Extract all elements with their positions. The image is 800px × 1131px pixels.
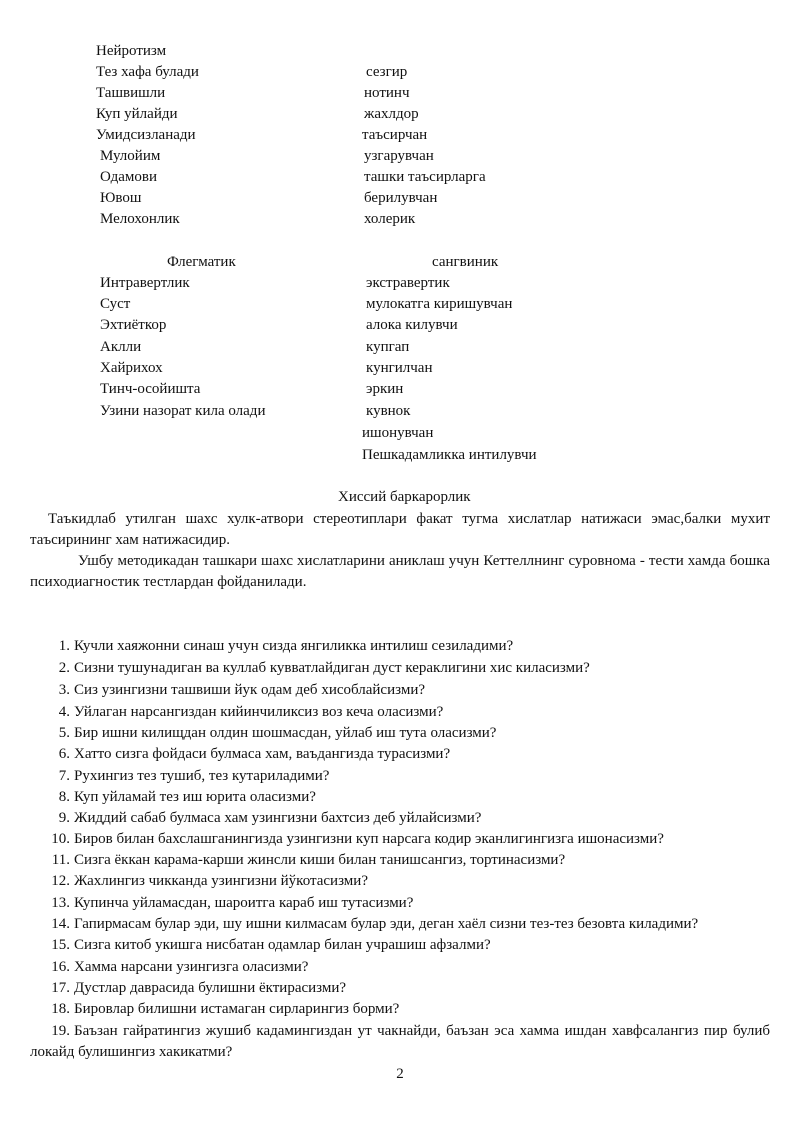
list-item: Пешкадамликка интилувчи: [362, 447, 537, 463]
question-item: [30, 999, 770, 1020]
list-item: кунгилчан: [366, 360, 433, 376]
list-item: Эхтиёткор: [100, 317, 167, 333]
question-number: 16.: [51, 959, 70, 975]
question-number: 6.: [58, 746, 70, 762]
page-number: 2: [396, 1066, 404, 1082]
question-number: 18.: [51, 1001, 70, 1017]
question-item: [30, 850, 770, 871]
list-item: сезгир: [366, 64, 408, 80]
question-number: 3.: [58, 682, 70, 698]
question-text: Куп уйламай тез иш юрита оласизми?: [74, 789, 316, 805]
paragraph: Таъкидлаб утилган шахс хулк-атвори стереотиплари факат тугма хислатлар натижаси эмас,балки мухит таъсирининг хам натижасидир.: [30, 511, 770, 548]
list-item: Суст: [100, 296, 131, 312]
question-number: 7.: [58, 768, 70, 784]
list-item: жахлдор: [364, 106, 419, 122]
list-item: ташки таъсирларга: [364, 169, 486, 185]
list-item: алока килувчи: [366, 317, 458, 333]
question-text: Биров билан бахслашганингизда узингизни куп нарсага кодир эканлигингизга ишонасизми?: [74, 831, 664, 847]
list-item: холерик: [364, 211, 416, 227]
question-text: Хамма нарсани узингизга оласизми?: [74, 959, 309, 975]
question-number: 15.: [51, 937, 70, 953]
question-number: 14.: [51, 916, 70, 932]
question-text: Рухингиз тез тушиб, тез кутариладими?: [74, 768, 330, 784]
question-item: [30, 978, 770, 999]
list-item: Ташвишли: [96, 85, 166, 101]
question-item: [30, 658, 770, 679]
list-item: Ювош: [100, 190, 142, 206]
question-number: 8.: [58, 789, 70, 805]
question-text: Сиз узингизни ташвиши йук одам деб хисоблайсизми?: [74, 682, 426, 698]
list-item: Мелохонлик: [100, 211, 180, 227]
question-text: Сизга китоб укишга нисбатан одамлар билан учрашиш афзалми?: [74, 937, 491, 953]
question-item: [30, 914, 770, 935]
question-item: [30, 766, 770, 787]
question-number: 9.: [58, 810, 70, 826]
neuroticism-heading: Нейротизм: [96, 43, 167, 59]
phlegmatic-heading: Флегматик: [167, 254, 236, 270]
question-number: 17.: [51, 980, 70, 996]
question-item: [30, 893, 770, 914]
list-item: Тез хафа булади: [96, 64, 199, 80]
list-item: Интравертлик: [100, 275, 190, 291]
question-item: [30, 871, 770, 892]
question-text: Бировлар билишни истамаган сирларингиз борми?: [74, 1001, 400, 1017]
question-text: Бир ишни килищдан олдин шошмасдан, уйлаб иш тута оласизми?: [74, 725, 497, 741]
question-number: 2.: [58, 660, 70, 676]
list-item: Тинч-осойишта: [100, 381, 201, 397]
paragraph: Ушбу методикадан ташкари шахс хислатларини аниклаш учун Кеттеллнинг суровнома - тести хамда бошка психодиагностик тестлардан фойданилади.: [30, 553, 770, 590]
list-item: экстравертик: [366, 275, 450, 291]
question-item: [30, 829, 770, 850]
question-text: Гапирмасам булар эди, шу ишни килмасам булар эди, деган хаёл сизни тез-тез безовта киладими?: [74, 916, 699, 932]
question-item: [30, 744, 770, 765]
list-item: Мулойим: [100, 148, 161, 164]
question-number: 1.: [58, 638, 70, 654]
list-item: кувнок: [366, 403, 411, 419]
question-number: 10.: [51, 831, 70, 847]
section-title: Хиссий баркарорлик: [338, 489, 471, 505]
question-text: Жахлингиз чикканда узингизни йўкотасизми?: [74, 873, 368, 889]
question-number: 4.: [58, 704, 70, 720]
question-number: 11.: [51, 852, 70, 868]
question-text: Жиддий сабаб булмаса хам узингизни бахтсиз деб уйлайсизми?: [74, 810, 482, 826]
question-item: [30, 702, 770, 723]
question-text: Хатто сизга фойдаси булмаса хам, ваъдангизда турасизми?: [74, 746, 451, 762]
question-number: 19.: [51, 1023, 70, 1039]
question-text: Уйлаган нарсангиздан кийинчиликсиз воз кеча оласизми?: [74, 704, 444, 720]
list-item: мулокатга киришувчан: [366, 296, 513, 312]
list-item: эркин: [366, 381, 404, 397]
question-text: Дустлар даврасида булишни ёктирасизми?: [74, 980, 347, 996]
list-item: купгап: [366, 339, 410, 355]
question-item: [30, 957, 770, 978]
list-item: нотинч: [364, 85, 410, 101]
question-text: Купинча уйламасдан, шароитга караб иш тутасизми?: [74, 895, 414, 911]
list-item: узгарувчан: [364, 148, 434, 164]
question-item: [30, 1021, 770, 1063]
question-item: [30, 680, 770, 701]
sanguine-heading: сангвиник: [432, 254, 499, 270]
list-item: таъсирчан: [362, 127, 428, 143]
question-item: [30, 808, 770, 829]
list-item: Куп уйлайди: [96, 106, 178, 122]
question-number: 5.: [58, 725, 70, 741]
list-item: Одамови: [100, 169, 158, 185]
question-item: [30, 723, 770, 744]
question-number: 12.: [51, 873, 70, 889]
question-item: [30, 935, 770, 956]
list-item: берилувчан: [364, 190, 438, 206]
list-item: Хайрихох: [100, 360, 163, 376]
list-item: ишонувчан: [362, 425, 434, 441]
question-text: Сизни тушунадиган ва куллаб кувватлайдиган дуст кераклигини хис киласизми?: [74, 660, 590, 676]
list-item: Аклли: [100, 339, 142, 355]
question-item: [30, 636, 770, 657]
list-item: Узини назорат кила олади: [100, 403, 266, 419]
question-text: Баъзан гайратингиз жушиб кадамингиздан ут чакнайди, баъзан эса хамма ишдан хавфсалангиз пир булиб локайд булишингиз хакикатми?: [30, 1023, 770, 1060]
question-text: Сизга ёккан карама-карши жинсли киши билан танишсангиз, тортинасизми?: [74, 852, 566, 868]
question-text: Кучли хаяжонни синаш учун сизда янгиликка интилиш сезиладими?: [74, 638, 514, 654]
list-item: Умидсизланади: [96, 127, 196, 143]
question-item: [30, 787, 770, 808]
question-number: 13.: [51, 895, 70, 911]
